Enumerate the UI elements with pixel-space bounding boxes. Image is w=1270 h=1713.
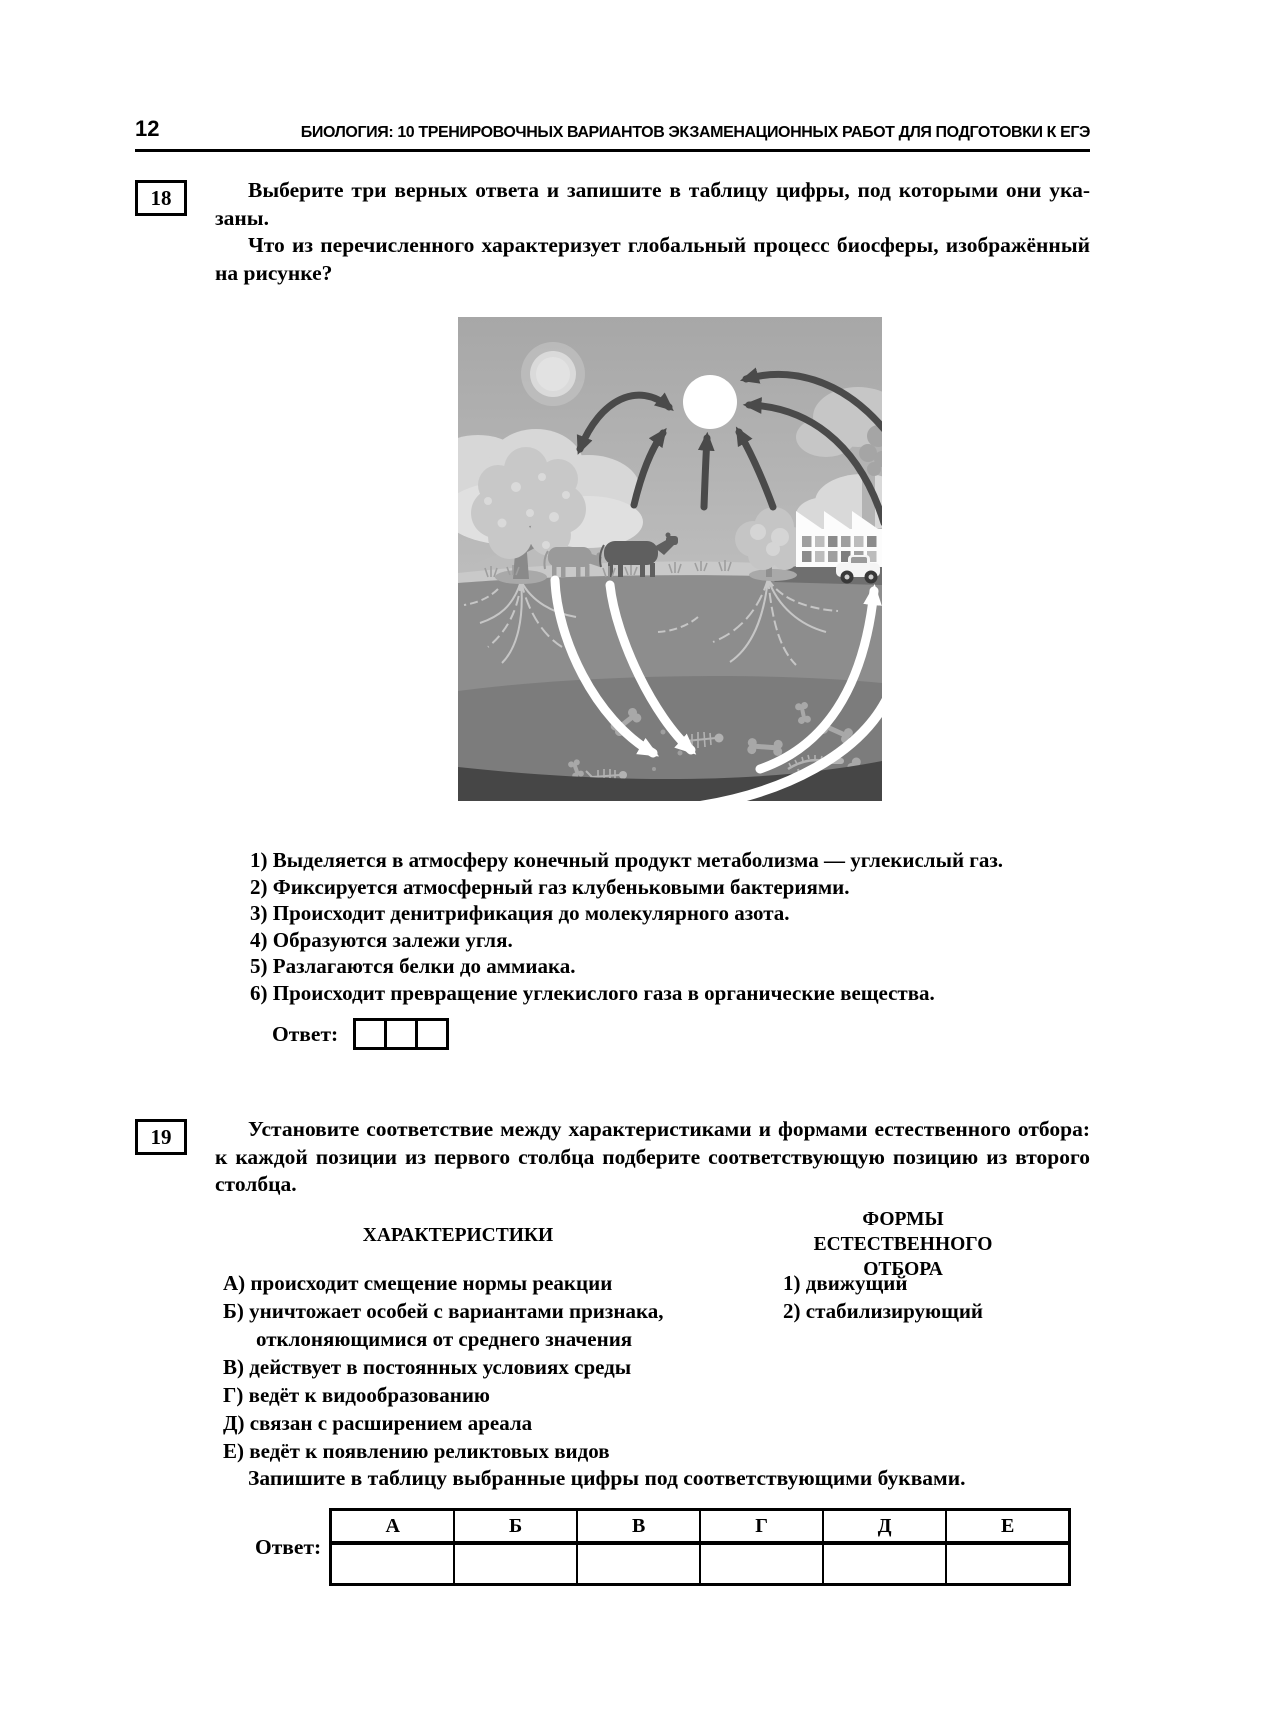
- answer-table-header-row: [331, 1510, 1070, 1544]
- characteristics-column: [223, 1207, 783, 1465]
- answer-cell[interactable]: [700, 1543, 823, 1585]
- question-19-instruction: Запишите в таблицу выбранные цифры под соответствующими буквами.: [248, 1465, 966, 1490]
- answer-cell[interactable]: [577, 1543, 700, 1585]
- col-header-e: Е: [946, 1510, 1070, 1544]
- question-19-intro: Установите соответствие между характеристиками и формами естественного отбора: к каждой позиции из первого столбца подберите соответствующую позицию из второго столбца.: [215, 1117, 1090, 1196]
- characteristic-d: Д) связан с расширением ареала: [223, 1410, 533, 1435]
- form-2: 2) стабилизирующий: [783, 1298, 984, 1323]
- matching-columns: [215, 1207, 1090, 1465]
- carbon-cycle-figure: [458, 317, 882, 801]
- forms-header: ФОРМЫ ЕСТЕСТВЕННОГО ОТБОРА: [813, 1208, 993, 1280]
- col-header-g: Г: [700, 1510, 823, 1544]
- running-head: [135, 0, 1090, 152]
- option-5: 5) Разлагаются белки до аммиака.: [250, 954, 576, 978]
- form-1: 1) движущий: [783, 1270, 908, 1295]
- answer-label: Ответ:: [272, 1021, 339, 1046]
- question-18-prompt: Что из перечисленного характеризует глобальный процесс биосферы, изображённый на рисунке?: [215, 233, 1090, 285]
- answer-label: Ответ:: [255, 1534, 322, 1559]
- answer-cell[interactable]: [418, 1021, 446, 1047]
- page-number: 12: [135, 116, 160, 141]
- question-19-answer-row: [215, 1508, 1090, 1586]
- characteristics-header: ХАРАКТЕРИСТИКИ: [362, 1224, 554, 1246]
- col-header-a: А: [331, 1510, 455, 1544]
- col-header-b: Б: [454, 1510, 577, 1544]
- option-3: 3) Происходит денитрификация до молекулярного азота.: [250, 901, 790, 925]
- answer-cell[interactable]: [387, 1021, 418, 1047]
- question-18-number-box: 18: [135, 180, 187, 216]
- sun-icon: [521, 342, 585, 406]
- option-6: 6) Происходит превращение углекислого газа в органические вещества.: [250, 980, 935, 1005]
- question-18: [135, 177, 1090, 1050]
- answer-cell[interactable]: [823, 1543, 946, 1585]
- answer-table-input-row: [331, 1543, 1070, 1585]
- book-title: БИОЛОГИЯ: 10 ТРЕНИРОВОЧНЫХ ВАРИАНТОВ ЭКЗАМЕНАЦИОННЫХ РАБОТ ДЛЯ ПОДГОТОВКИ К ЕГЭ: [300, 124, 1090, 141]
- characteristic-b: Б) уничтожает особей с вариантами признака, отклоняющимися от среднего значения: [223, 1298, 664, 1351]
- characteristic-a: А) происходит смещение нормы реакции: [223, 1270, 613, 1295]
- answer-cell[interactable]: [331, 1543, 455, 1585]
- characteristic-g: Г) ведёт к видообразованию: [223, 1382, 490, 1407]
- question-18-options: [215, 847, 1090, 1006]
- answer-cell[interactable]: [356, 1021, 387, 1047]
- option-2: 2) Фиксируется атмосферный газ клубеньковыми бактериями.: [250, 874, 850, 899]
- option-4: 4) Образуются залежи угля.: [250, 927, 513, 952]
- answer-cells-box: [353, 1018, 449, 1050]
- page-content: [135, 0, 1090, 1586]
- answer-cell[interactable]: [454, 1543, 577, 1585]
- col-header-v: В: [577, 1510, 700, 1544]
- co2-hub-circle: [683, 375, 737, 429]
- question-19: [135, 1116, 1090, 1586]
- selection-forms-column: [783, 1207, 1083, 1465]
- col-header-d: Д: [823, 1510, 946, 1544]
- question-18-intro: Выберите три верных ответа и запишите в таблицу цифры, под которыми они указаны.: [215, 178, 1090, 230]
- answer-cell[interactable]: [946, 1543, 1070, 1585]
- option-1: 1) Выделяется в атмосферу конечный продукт метаболизма — углекислый газ.: [250, 848, 1004, 872]
- carbon-cycle-illustration: [458, 317, 882, 801]
- question-19-number-box: 19: [135, 1119, 187, 1155]
- question-18-answer-row: [215, 1018, 1090, 1050]
- answer-table: [329, 1508, 1071, 1586]
- characteristic-e: Е) ведёт к появлению реликтовых видов: [223, 1438, 610, 1463]
- characteristic-v: В) действует в постоянных условиях среды: [223, 1354, 632, 1379]
